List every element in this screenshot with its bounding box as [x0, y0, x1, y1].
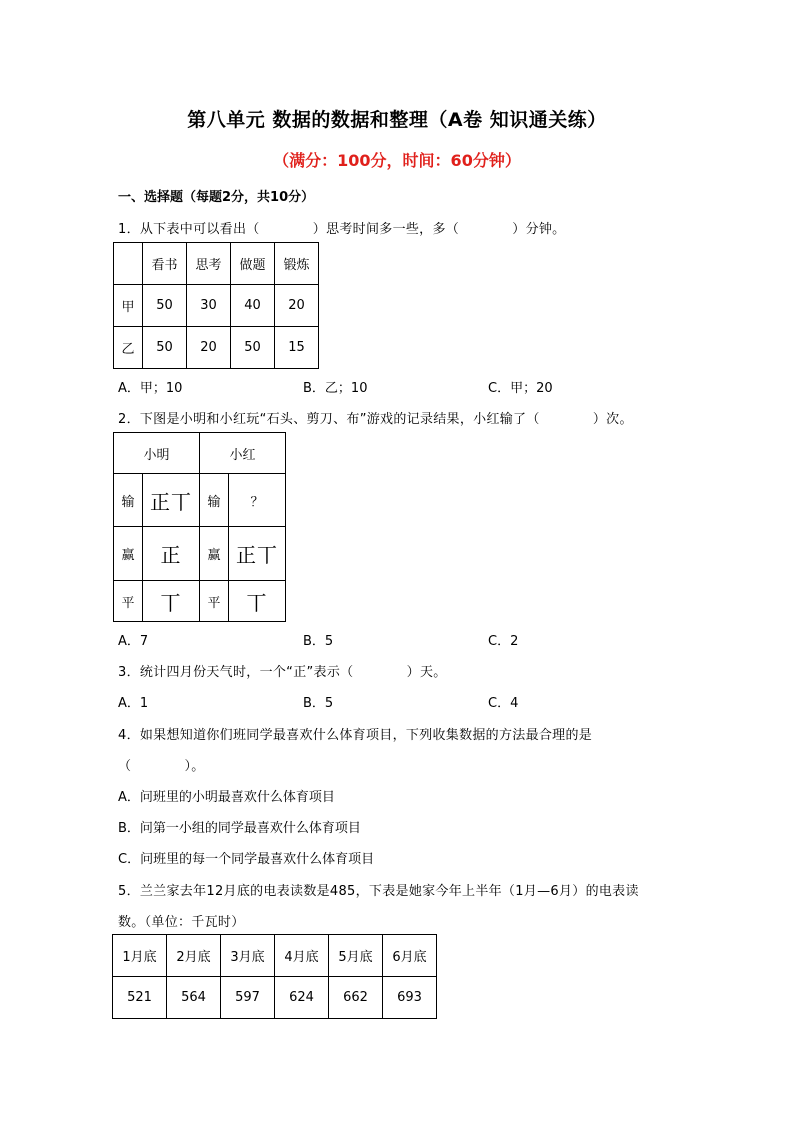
table-cell: 20 [275, 285, 319, 327]
table-cell: 锻炼 [275, 243, 319, 285]
table-cell: 5月底 [329, 935, 383, 977]
question-5-text-line-1: 5．兰兰家去年12月底的电表读数是485，下表是她家今年上半年（1月—6月）的电表读 [118, 884, 639, 899]
question-2-option-c[interactable]: C．2 [488, 634, 519, 649]
question-1-text: 1．从下表中可以看出（ ）思考时间多一些，多（ ）分钟。 [118, 222, 566, 237]
question-4-option-b[interactable]: B．问第一小组的同学最喜欢什么体育项目 [118, 821, 361, 836]
question-5-table [112, 934, 437, 1019]
table-cell: 小明 [114, 433, 200, 474]
table-row [114, 285, 319, 327]
table-row [113, 977, 437, 1019]
table-row [114, 581, 286, 622]
question-4-text-line-2: （ ）。 [118, 759, 205, 774]
table-cell: 做题 [231, 243, 275, 285]
table-cell: 甲 [114, 285, 143, 327]
table-cell: ？ [229, 474, 286, 527]
table-row [114, 474, 286, 527]
table-cell: 50 [143, 327, 187, 369]
table-header-row [114, 243, 319, 285]
table-cell: 40 [231, 285, 275, 327]
table-cell: 20 [187, 327, 231, 369]
question-2-table [113, 432, 286, 622]
table-cell: 平 [114, 581, 143, 622]
section-heading: 一、选择题（每题2分，共10分） [118, 190, 315, 205]
table-cell: 3月底 [221, 935, 275, 977]
table-cell: 乙 [114, 327, 143, 369]
table-row [114, 527, 286, 581]
question-4-option-c[interactable]: C．问班里的每一个同学最喜欢什么体育项目 [118, 852, 375, 867]
table-cell: 15 [275, 327, 319, 369]
table-cell [114, 243, 143, 285]
table-cell: 564 [167, 977, 221, 1019]
question-3-option-c[interactable]: C．4 [488, 696, 519, 711]
question-2-text: 2．下图是小明和小红玩“石头、剪刀、布”游戏的记录结果，小红输了（ ）次。 [118, 412, 633, 427]
table-cell: 平 [200, 581, 229, 622]
table-cell: 6月底 [383, 935, 437, 977]
table-cell: 521 [113, 977, 167, 1019]
table-cell: 30 [187, 285, 231, 327]
table-cell: 看书 [143, 243, 187, 285]
question-3-option-a[interactable]: A．1 [118, 696, 149, 711]
table-cell: 1月底 [113, 935, 167, 977]
table-cell: 输 [114, 474, 143, 527]
table-cell: 赢 [200, 527, 229, 581]
table-cell: 50 [231, 327, 275, 369]
table-cell: 50 [143, 285, 187, 327]
table-cell: 693 [383, 977, 437, 1019]
question-5-text-line-2: 数。（单位：千瓦时） [118, 915, 245, 930]
table-cell: 624 [275, 977, 329, 1019]
tally-mark: 丅 [143, 581, 200, 622]
question-1-option-b[interactable]: B．乙；10 [303, 381, 368, 396]
question-1-option-a[interactable]: A．甲；10 [118, 381, 183, 396]
table-cell: 597 [221, 977, 275, 1019]
question-1-option-c[interactable]: C．甲；20 [488, 381, 553, 396]
tally-mark: 丅 [229, 581, 286, 622]
question-2-option-b[interactable]: B．5 [303, 634, 334, 649]
question-2-option-a[interactable]: A．7 [118, 634, 149, 649]
table-cell: 赢 [114, 527, 143, 581]
question-3-option-b[interactable]: B．5 [303, 696, 334, 711]
page-title: 第八单元 数据的数据和整理（A卷 知识通关练） [187, 109, 607, 131]
page-subtitle: （满分：100分，时间：60分钟） [273, 151, 521, 170]
question-4-option-a[interactable]: A．问班里的小明最喜欢什么体育项目 [118, 790, 335, 805]
question-3-text: 3．统计四月份天气时，一个“正”表示（ ）天。 [118, 665, 447, 680]
table-cell: 思考 [187, 243, 231, 285]
question-1-table [113, 242, 319, 369]
question-4-text-line-1: 4．如果想知道你们班同学最喜欢什么体育项目，下列收集数据的方法最合理的是 [118, 728, 593, 743]
table-cell: 4月底 [275, 935, 329, 977]
tally-mark: 正丅 [143, 474, 200, 527]
table-row [114, 327, 319, 369]
table-cell: 2月底 [167, 935, 221, 977]
tally-mark: 正 [143, 527, 200, 581]
table-header-row [113, 935, 437, 977]
table-cell: 662 [329, 977, 383, 1019]
table-cell: 小红 [200, 433, 286, 474]
table-header-row [114, 433, 286, 474]
tally-mark: 正丅 [229, 527, 286, 581]
table-cell: 输 [200, 474, 229, 527]
